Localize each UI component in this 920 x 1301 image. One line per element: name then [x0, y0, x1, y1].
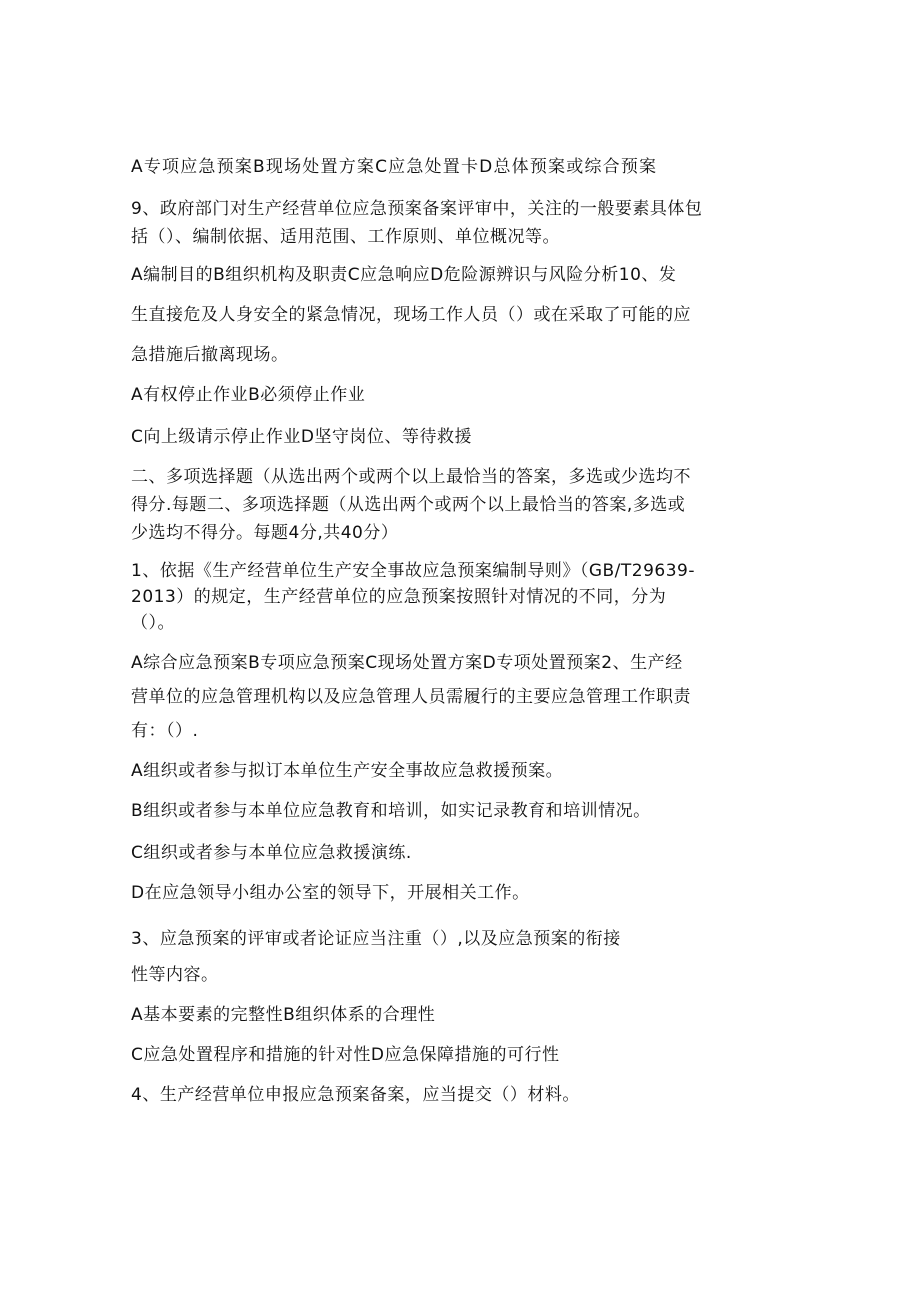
text-line-25: C应急处置程序和措施的针对性D应急保障措施的可行性 [131, 1045, 560, 1065]
text-line-4: A编制目的B组织机构及职责C应急响应D危险源辨识与风险分析10、发 [131, 265, 677, 285]
text-line-26: 4、生产经营单位申报应急预案备案，应当提交（）材料。 [131, 1085, 580, 1105]
text-line-11: 少选均不得分。每题4分,共40分） [131, 523, 399, 543]
text-line-3: 括（）、编制依据、适用范围、工作原则、单位概况等。 [131, 227, 560, 247]
text-line-10: 得分.每题二、多项选择题（从选出两个或两个以上最恰当的答案,多选或 [131, 495, 686, 515]
text-line-5: 生直接危及人身安全的紧急情况，现场工作人员（）或在采取了可能的应 [131, 305, 691, 325]
text-line-22: 3、应急预案的评审或者论证应当注重（）,以及应急预案的衔接 [131, 929, 621, 949]
text-line-24: A基本要素的完整性B组织体系的合理性 [131, 1005, 436, 1025]
text-line-13: 2013）的规定，生产经营单位的应急预案按照针对情况的不同，分为 [131, 587, 667, 607]
text-line-6: 急措施后撤离现场。 [131, 345, 289, 365]
text-line-8: C向上级请示停止作业D坚守岗位、等待救援 [131, 427, 472, 447]
text-line-19: B组织或者参与本单位应急教育和培训，如实记录教育和培训情况。 [131, 801, 651, 821]
text-line-21: D在应急领导小组办公室的领导下，开展相关工作。 [131, 883, 530, 903]
text-line-1: A专项应急预案B现场处置方案C应急处置卡D总体预案或综合预案 [131, 157, 658, 177]
text-line-17: 有：（）. [131, 721, 199, 741]
text-line-14: （）。 [131, 613, 175, 633]
text-line-18: A组织或者参与拟订本单位生产安全事故应急救援预案。 [131, 761, 564, 781]
text-line-9: 二、多项选择题（从选出两个或两个以上最恰当的答案，多选或少选均不 [131, 467, 691, 487]
text-line-7: A有权停止作业B必须停止作业 [131, 385, 366, 405]
text-line-15: A综合应急预案B专项应急预案C现场处置方案D专项处置预案2、生产经 [131, 653, 683, 673]
text-line-20: C组织或者参与本单位应急救援演练. [131, 843, 412, 863]
text-line-12: 1、依据《生产经营单位生产安全事故应急预案编制导则》（GB/T29639- [131, 561, 695, 581]
text-line-23: 性等内容。 [131, 965, 219, 985]
text-line-16: 营单位的应急管理机构以及应急管理人员需履行的主要应急管理工作职责 [131, 687, 691, 707]
text-line-2: 9、政府部门对生产经营单位应急预案备案评审中，关注的一般要素具体包 [131, 199, 703, 219]
